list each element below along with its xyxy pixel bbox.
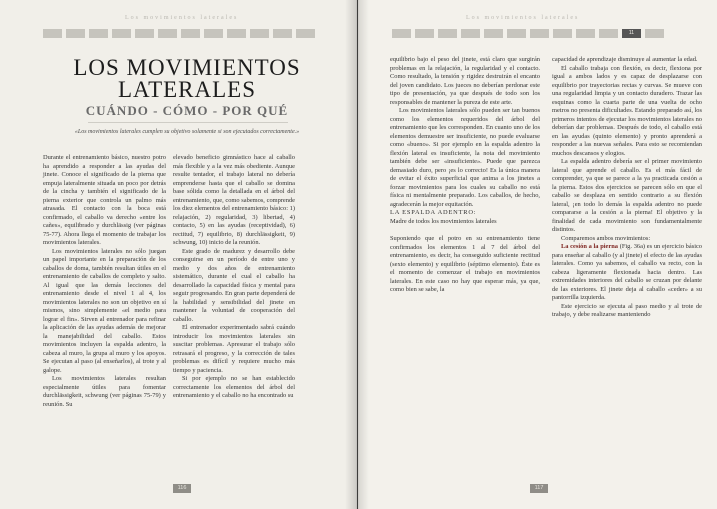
chapter-title-line2: LATERALES xyxy=(117,77,257,102)
body-column-left-2 xyxy=(173,154,295,401)
paragraph: Durante el entrenamiento básico, nuestro potro ha aprendido a responder a las ayudas del jinete. Conoce el significado de la pierna que empuja lateralmente situada un poco por detrás de la cincha y también el significado de la pierna exterior que controla un palmo más atrasada. El contacto con la boca está confirmado, el caballo va derecho «entre los cañes», equilibrado y durchlässig (ver páginas 75-77). Ahora llega el momento de trabajar los movimientos laterales. xyxy=(43,154,166,246)
chapter-tab xyxy=(507,29,526,38)
chapter-tab xyxy=(250,29,269,38)
paragraph: El entrenador experimentado sabrá cuándo introducir los movimientos laterales sin suscitar problemas. Apresurar el trabajo sólo retrasará el progreso, y la corrección de tales problemas es difícil y requiere mucho más tiempo y paciencia. xyxy=(173,324,295,374)
paragraph: equilibrio bajo el peso del jinete, está claro que surgirán problemas en la relajación, la regularidad y el contacto. Como resultado, la tensión y rigidez destruirán el encanto del joven candidato. Los jueces no deberían perdonar este tipo de presentación, ya que después de todo son los responsables de mantener la pureza de este arte. xyxy=(390,56,540,106)
paragraph: Los movimientos laterales sólo pueden ser tan buenos como los elementos requeridos del árbol del entrenamiento que les corresponden. En cuanto uno de los elementos demuestre ser insuficiente, no puede evaluarse como «bueno». Si por ejemplo en la espalda adentro la flexión lateral es insuficiente, la nota del movimiento también debe ser «insuficiente». Puede que parezca demasiado duro, pero ¡es lo correcto! Es la única manera de evitar el éxito superficial que anima a los jinetes a forzar movimientos para los cuales su caballo no está física ni mentalmente preparado. Los caballos, de hecho, agradecerán la mejor equitación. xyxy=(390,107,540,208)
section-heading: LA ESPALDA ADENTRO: xyxy=(390,209,477,216)
paragraph xyxy=(552,243,702,303)
chapter-tabs xyxy=(43,29,315,38)
running-head: Los movimientos laterales xyxy=(466,15,580,21)
chapter-tab xyxy=(461,29,480,38)
bold-lead-term: La cesión a la pierna xyxy=(561,243,618,250)
paragraph: capacidad de aprendizaje disminuye al aumentar la edad. xyxy=(552,56,698,63)
paragraph: Suponiendo que el potro en su entrenamiento tiene confirmados los elementos 1 al 7 del árbol del entrenamiento, es decir, ha conseguido suficiente rectitud (sexto elemento) y equilibrio (séptimo elemento). Éste es el momento de comenzar el trabajo en movimientos laterales. En este caso no hay que esperar más, ya que, como bien se sabe, la xyxy=(390,235,540,293)
body-column-right-1 xyxy=(390,56,540,295)
chapter-tab xyxy=(181,29,200,38)
paragraph: Los movimientos laterales no sólo juegan un papel importante en la preparación de los caballos de doma, también resultan útiles en el entrenamiento de caballos de completo y salto. Al igual que las demás lecciones del entrenamiento desde el nivel 1 al 4, los movimientos laterales no son un objetivo en sí mismos, sino simplemente «el medio para lograr el fin». Sirven al entrenador para refinar la aplicación de las ayudas además de mejorar la manejabilidad del caballo. Estos movimientos incluyen la espalda adentro, la cabeza al muro, la grupa al muro y los apoyos. Se ejecutan al paso (al enseñarlos), al trote y al galope. xyxy=(43,247,166,374)
right-page xyxy=(358,0,717,509)
chapter-tab xyxy=(66,29,85,38)
chapter-tab xyxy=(135,29,154,38)
paragraph: Si por ejemplo no se han establecido correctamente los elementos del árbol del entrenamiento y el caballo no ha encontrado su xyxy=(173,375,295,399)
paragraph-text: (Fig. 36a) es un ejercicio básico para enseñar al caballo (y al jinete) el efecto de las ayudas laterales. Como ya sabemos, el caballo va recto, con la cabeza ligeramente flexionada hacia dentro. Las extremidades interiores del caballo se cruzan por delante de las exteriores. El jinete deja al caballo «ceder» a su pantorrilla izquierda. xyxy=(552,243,702,301)
chapter-tab xyxy=(43,29,62,38)
chapter-tab xyxy=(438,29,457,38)
chapter-title-line1: LOS MOVIMIENTOS xyxy=(73,55,301,80)
body-column-right-2 xyxy=(552,56,702,320)
page-number: 116 xyxy=(173,484,191,493)
chapter-tab xyxy=(204,29,223,38)
page-number: 117 xyxy=(530,484,548,493)
paragraph: Este grado de madurez y desarrollo debe conseguirse en un período de entre uno y medio y dos años de entrenamiento sistemático, durante el cual el caballo ha desarrollado la capacidad física y mental para seguir progresando. En gran parte dependerá de la habilidad y sensibilidad del jinete en mantener la voluntad de cooperación del caballo. xyxy=(173,247,295,323)
chapter-tab xyxy=(484,29,503,38)
chapter-tab xyxy=(158,29,177,38)
chapter-tabs xyxy=(392,29,664,38)
chapter-tab xyxy=(530,29,549,38)
chapter-tab xyxy=(392,29,411,38)
paragraph: elevado beneficio gimnástico hace al caballo más flexible y a la vez más obediente. Aunque resulte tentador, el trabajo lateral no debería emprenderse hasta que el caballo se domina base sólida como la detallada en el árbol del entrenamiento, que, como sabemos, comprende los diez elementos del entrenamiento básico: 1) relajación, 2) regularidad, 3) libertad, 4) contacto, 5) en las ayudas (receptividad), 6) rectitud, 7) equilibrio, 8) durchlässigkeit, 9) schwung, 10) inicio de la reunión. xyxy=(173,154,295,246)
paragraph: Comparemos ambos movimientos: xyxy=(561,234,651,242)
paragraph: La espalda adentro debería ser el primer movimiento lateral que aprende el caballo. Es el más fácil de comprender, ya que se parece a la ya practicada cesión a la pierna. Estos dos ejercicios se parecen sólo en que el caballo se desplaza en sentido contrario a su flexión lateral, ¡en todo lo demás la espalda adentro no puede compararse a la cesión a la pierna! El objetivo y la finalidad de cada movimiento son fundamentalmente distintos. xyxy=(552,158,702,233)
chapter-tab xyxy=(645,29,664,38)
left-page xyxy=(0,0,357,509)
body-column-left-1 xyxy=(43,154,166,409)
section-subheading: Madre de todos los movimientos laterales xyxy=(390,217,497,225)
paragraph: Este ejercicio se ejecuta al paso medio y al trote de trabajo, y debe realizarse manteniendo xyxy=(552,302,702,318)
chapter-tab xyxy=(576,29,595,38)
chapter-subtitle: CUÁNDO - CÓMO - POR QUÉ xyxy=(85,103,289,118)
chapter-tab-active: 11 xyxy=(622,29,641,38)
chapter-tab xyxy=(273,29,292,38)
chapter-tab xyxy=(296,29,315,38)
chapter-tab xyxy=(553,29,572,38)
epigraph: «Los movimientos laterales cumplen su objetivo solamente si son ejecutados correctamente.» xyxy=(74,129,300,135)
running-head: Los movimientos laterales xyxy=(125,15,239,21)
chapter-tab xyxy=(599,29,618,38)
chapter-tab xyxy=(89,29,108,38)
paragraph: El caballo trabaja con flexión, es decir, flexiona por igual a ambos lados y es capaz de desplazarse con equilibrio por trayectorias rectas y curvas. Se mueve con una regularidad limpia y un contacto duradero. Trazar las esquinas como la cuarta parte de una vuelta de ocho metros no presenta dificultades. Estando preparado así, los primeros intentos de ejecutar los movimientos laterales no deberían dar problemas. Después de todo, el caballo está en las ayudas (quinto elemento) y pronto aprenderá a responder a las nuevas señales. Para esto se recomiendan muchos descansos y elogios. xyxy=(552,64,702,157)
chapter-tab xyxy=(227,29,246,38)
divider xyxy=(88,122,288,123)
chapter-tab xyxy=(112,29,131,38)
paragraph: Los movimientos laterales resultan especialmente útiles para fomentar durchlässigkeit, schwung (ver páginas 75-79) y reunión. Su xyxy=(43,375,166,408)
chapter-tab xyxy=(415,29,434,38)
